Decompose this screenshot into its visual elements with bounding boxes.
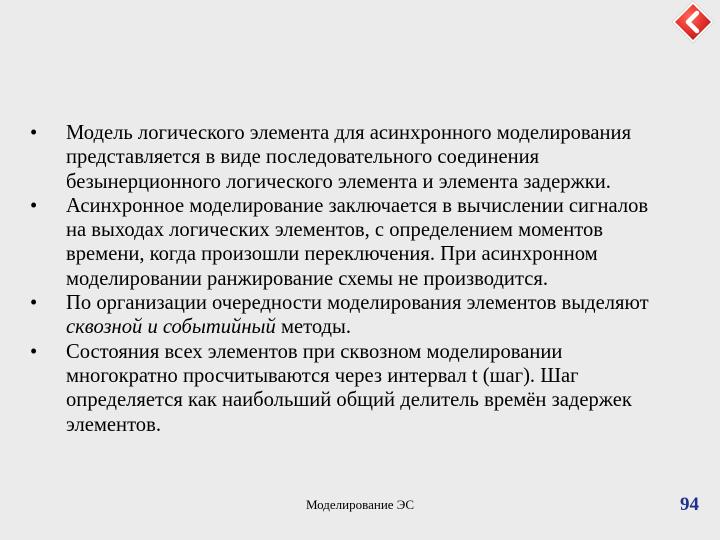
bullet-text-emphasis: сквозной и событийный <box>66 316 276 339</box>
bullet-text-segment: методы. <box>275 316 352 339</box>
bullet-marker: • <box>30 122 38 144</box>
bullet-marker: • <box>30 194 38 217</box>
bullet-text-segment: Модель логического элемента для асинхронного моделирования представляется в виде последовательного соединения безынерционного логического элемента и элемента задержки. <box>66 122 632 193</box>
bullet-text-segment: Асинхронное моделирование заключается в вычислении сигналов на выходах логических элементов, с определением моментов времени, когда произошли переключения. При асинхронном моделировании ранжирование схемы не производится. <box>66 194 649 290</box>
bullet-marker: • <box>30 292 38 315</box>
bullet-text-segment: По организации очередности моделирования элементов выделяют <box>66 292 649 315</box>
bullet-list <box>30 121 670 437</box>
bullet-text <box>66 341 632 436</box>
bullet-text <box>66 122 631 193</box>
bullet-text <box>66 195 648 290</box>
bullet-item <box>30 121 670 194</box>
page-number: 94 <box>680 494 699 515</box>
bullet-item <box>30 340 670 437</box>
footer <box>0 497 720 513</box>
bullet-item <box>30 194 670 291</box>
bullet-marker: • <box>30 340 38 363</box>
back-arrow-icon <box>670 0 716 44</box>
footer-title: Моделирование ЭС <box>305 497 415 512</box>
bullet-item <box>30 291 670 340</box>
back-button[interactable] <box>670 0 716 44</box>
bullet-text <box>66 292 649 338</box>
bullet-text-segment: Состояния всех элементов при сквозном моделировании многократно просчитываются через интервал t (шаг). Шаг определяется как наибольший общий делитель времён задержек элементов. <box>66 340 632 436</box>
